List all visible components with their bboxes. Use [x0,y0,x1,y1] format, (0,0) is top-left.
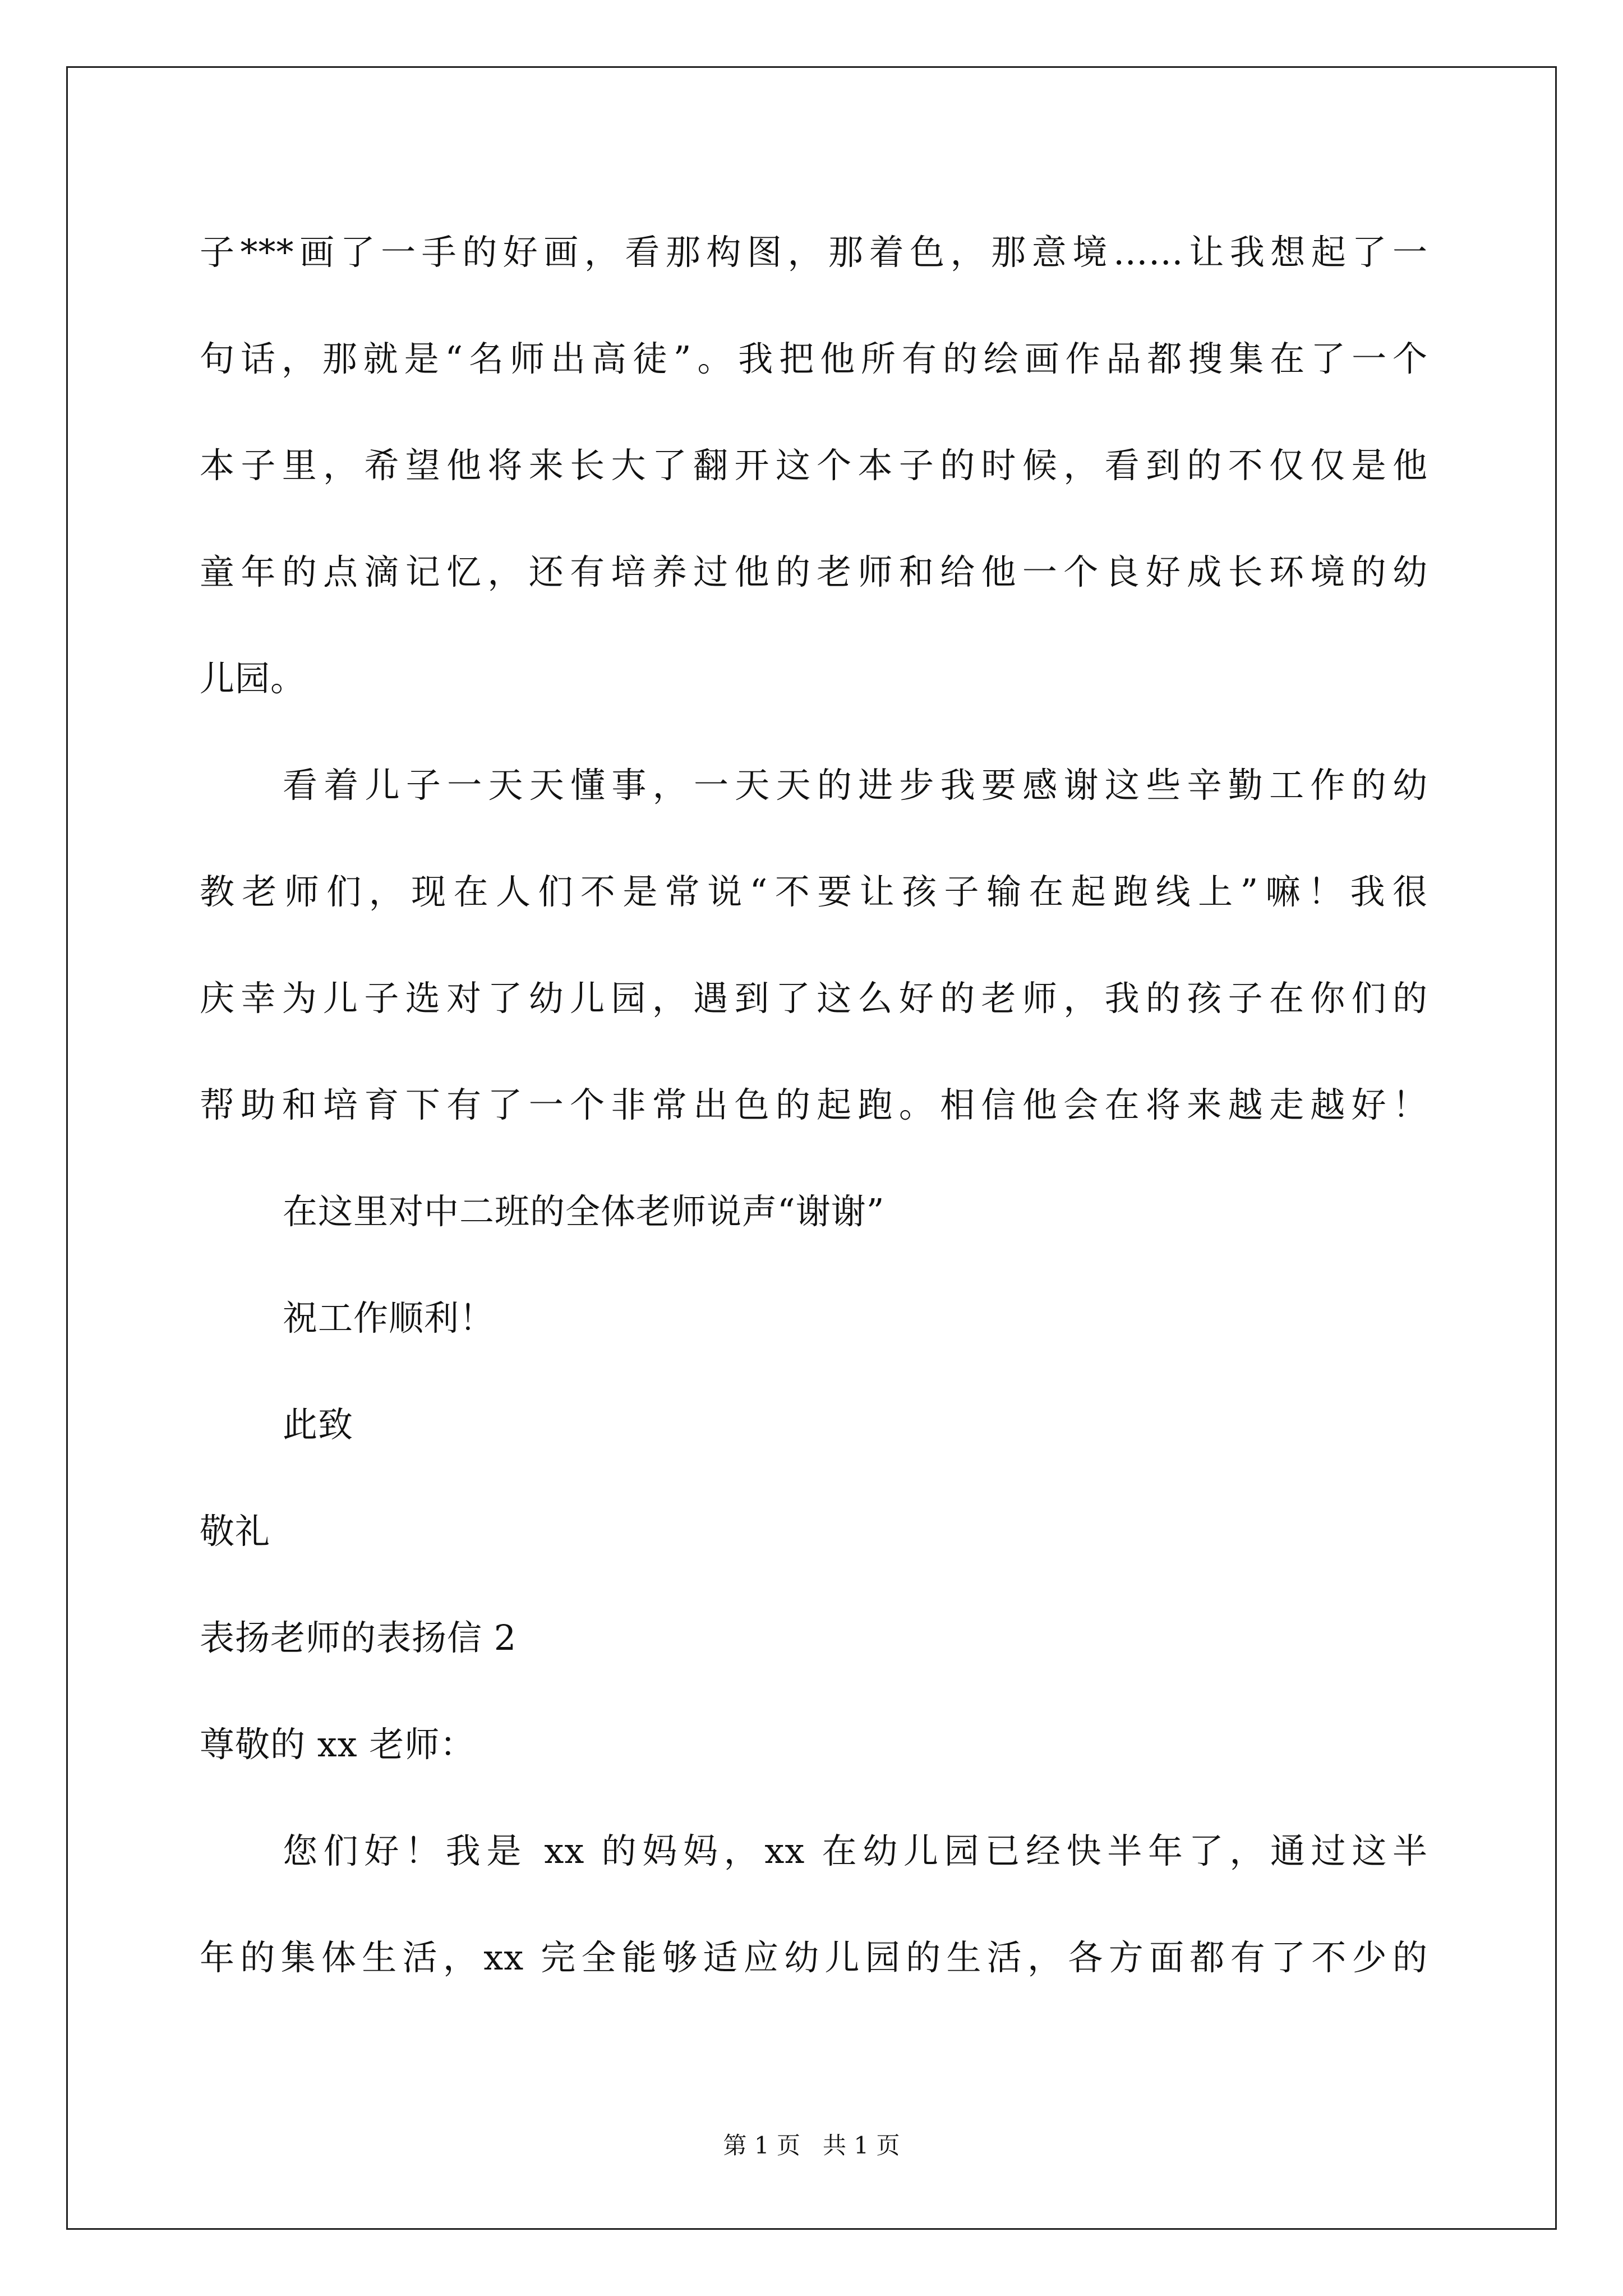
paragraph-line: 庆幸为儿子选对了幼儿园，遇到了这么好的老师，我的孩子在你们的 [200,978,1428,1019]
closing-line: 此致 [283,1404,354,1445]
page-border [66,66,1557,2230]
paragraph-line: 教老师们，现在人们不是常说“不要让孩子输在起跑线上”嘛！我很 [200,871,1428,912]
letter-title: 表扬老师的表扬信 2 [200,1617,517,1658]
greeting-line: 尊敬的 xx 老师： [200,1724,476,1765]
paragraph-line: 童年的点滴记忆，还有培养过他的老师和给他一个良好成长环境的幼 [200,551,1428,592]
paragraph-line: 本子里，希望他将来长大了翻开这个本子的时候，看到的不仅仅是他 [200,445,1428,486]
paragraph-line: 句话，那就是“名师出高徒”。我把他所有的绘画作品都搜集在了一个 [200,338,1428,379]
paragraph-line: 年的集体生活，xx 完全能够适应幼儿园的生活，各方面都有了不少的 [200,1937,1428,1978]
paragraph-line: 看着儿子一天天懂事，一天天的进步我要感谢这些辛勤工作的幼 [283,765,1428,806]
paragraph-line: 儿园。 [200,658,306,699]
paragraph-line: 您们好！我是 xx 的妈妈，xx 在幼儿园已经快半年了，通过这半 [283,1830,1428,1871]
page-footer: 第 1 页 共 1 页 [723,2132,900,2159]
salutation-line: 敬礼 [200,1511,271,1552]
paragraph-line: 子***画了一手的好画，看那构图，那着色，那意境……让我想起了一 [200,232,1428,273]
thanks-line: 在这里对中二班的全体老师说声“谢谢” [283,1191,885,1232]
wish-line: 祝工作顺利！ [283,1297,495,1338]
paragraph-line: 帮助和培育下有了一个非常出色的起跑。相信他会在将来越走越好！ [200,1084,1428,1125]
